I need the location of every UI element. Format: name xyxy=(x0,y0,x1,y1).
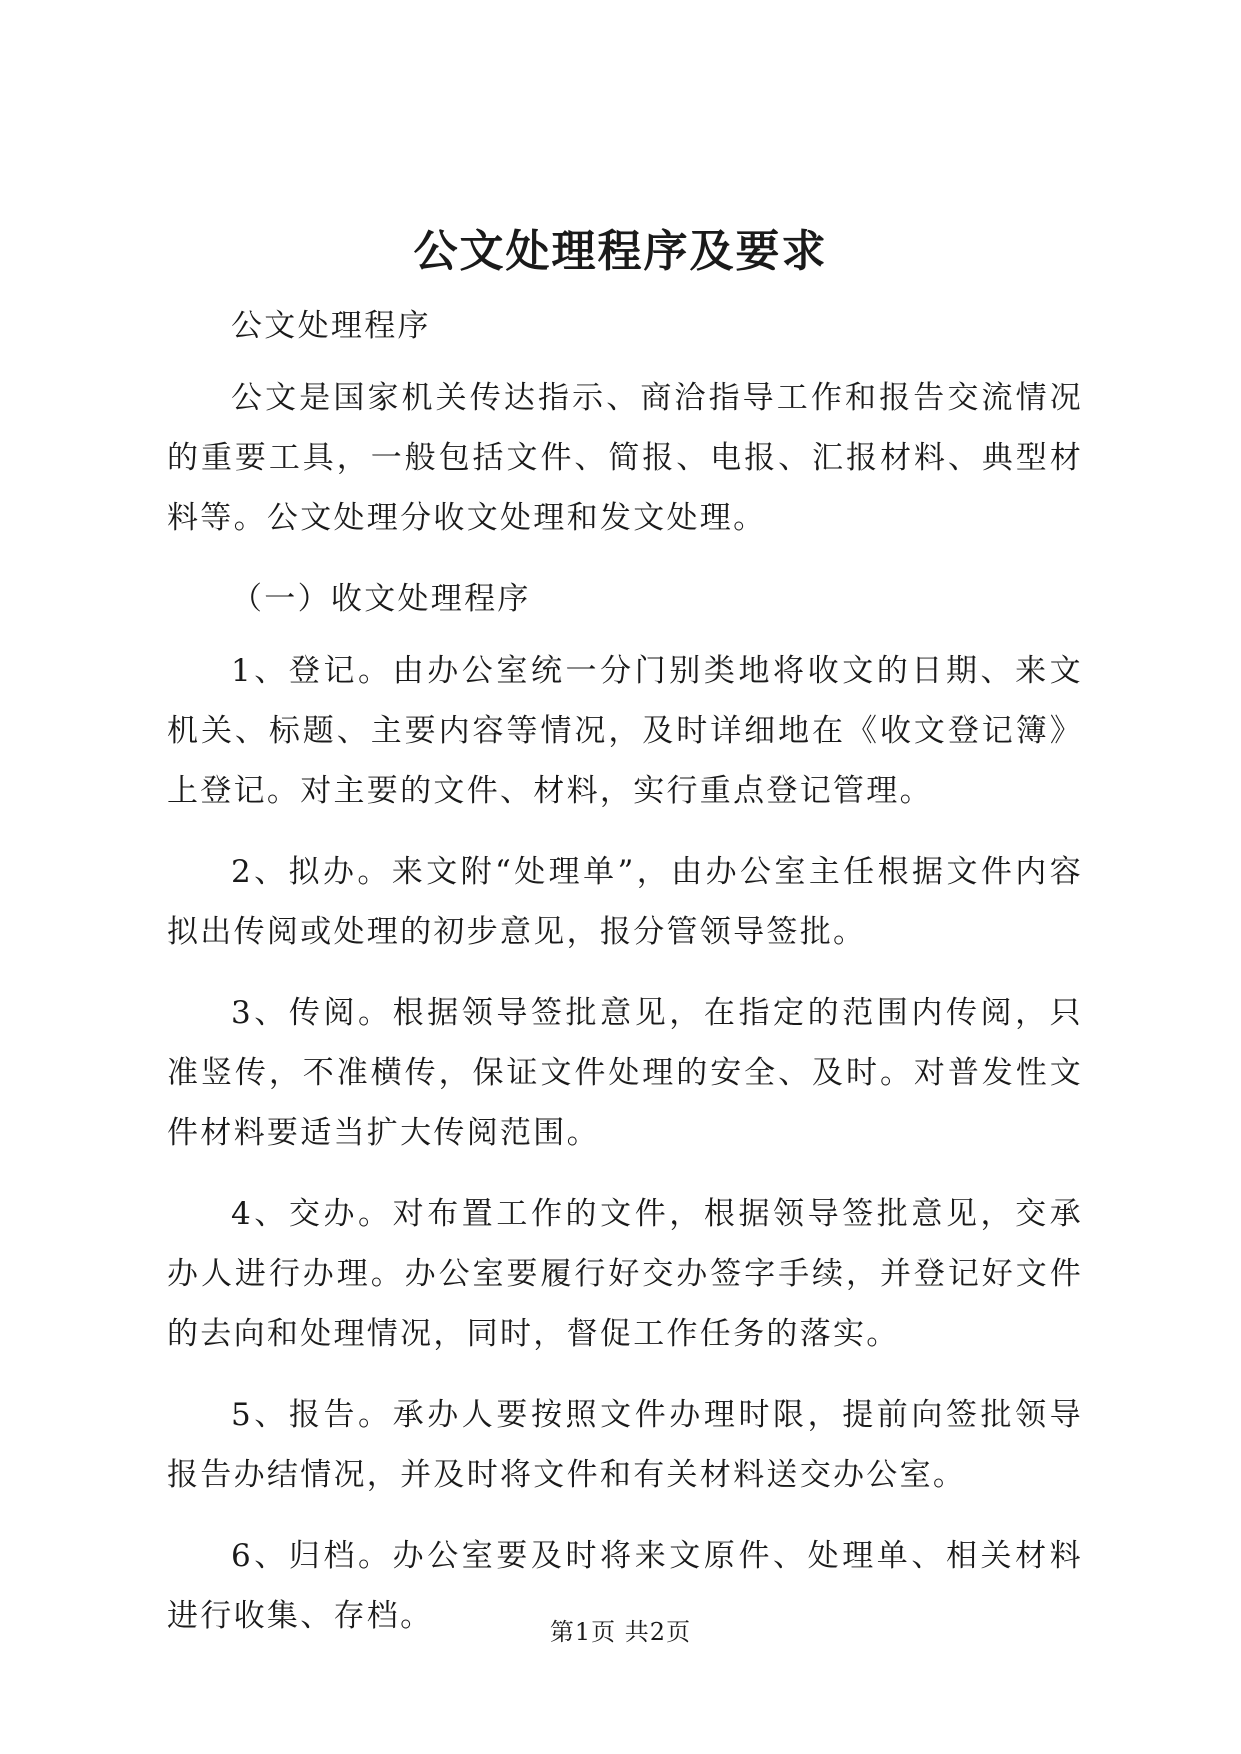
paragraph-step-draft: 2、拟办。来文附“处理单”，由办公室主任根据文件内容拟出传阅或处理的初步意见，报分管领导签批。 xyxy=(167,854,1083,950)
section-heading-process: 公文处理程序 xyxy=(231,308,431,344)
page-footer: 第1页 共2页 xyxy=(549,1618,692,1646)
paragraph-step-circulate: 3、传阅。根据领导签批意见，在指定的范围内传阅，只准竖传，不准横传，保证文件处理的安全、及时。对普发性文件材料要适当扩大传阅范围。 xyxy=(167,995,1083,1151)
paragraph-step-report: 5、报告。承办人要按照文件办理时限，提前向签批领导报告办结情况，并及时将文件和有关材料送交办公室。 xyxy=(167,1397,1083,1493)
section-heading-receiving: （一）收文处理程序 xyxy=(231,581,531,617)
paragraph-intro: 公文是国家机关传达指示、商洽指导工作和报告交流情况的重要工具，一般包括文件、简报、电报、汇报材料、典型材料等。公文处理分收文处理和发文处理。 xyxy=(167,380,1083,536)
paragraph-step-register: 1、登记。由办公室统一分门别类地将收文的日期、来文机关、标题、主要内容等情况，及时详细地在《收文登记簿》上登记。对主要的文件、材料，实行重点登记管理。 xyxy=(167,653,1083,809)
document-body xyxy=(167,296,1083,1667)
paragraph-step-assign: 4、交办。对布置工作的文件，根据领导签批意见，交承办人进行办理。办公室要履行好交办签字手续，并登记好文件的去向和处理情况，同时，督促工作任务的落实。 xyxy=(167,1196,1083,1352)
paragraph-step-archive: 6、归档。办公室要及时将来文原件、处理单、相关材料进行收集、存档。 xyxy=(167,1538,1083,1634)
document-title: 公文处理程序及要求 xyxy=(413,226,828,277)
